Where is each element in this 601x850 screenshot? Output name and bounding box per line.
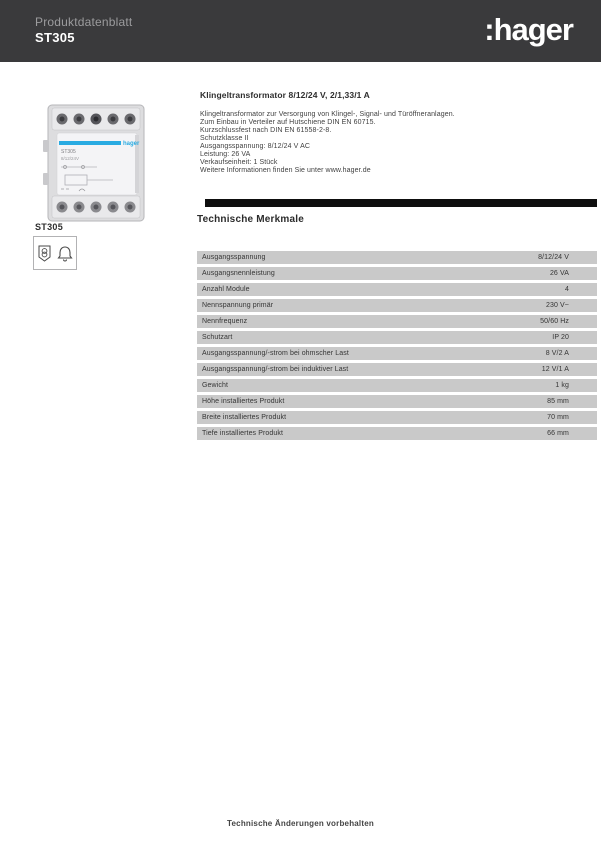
section-heading: Technische Merkmale (197, 214, 304, 225)
description-line: Verkaufseinheit: 1 Stück (200, 159, 278, 166)
spec-label: Ausgangsnennleistung (202, 270, 275, 277)
device-blue-stripe (59, 141, 121, 145)
spec-value: 230 V~ (546, 302, 569, 309)
spec-label: Breite installiertes Produkt (202, 414, 287, 421)
din-rail-device-illustration (35, 95, 160, 230)
description-line: Zum Einbau in Verteiler auf Hutschiene DIN EN 60715. (200, 119, 376, 126)
spec-label: Höhe installiertes Produkt (202, 398, 285, 405)
table-row (197, 251, 597, 264)
spec-value: 26 VA (549, 270, 569, 277)
table-row (197, 267, 597, 280)
description-line: Schutzklasse II (200, 135, 249, 142)
spec-value: 8/12/24 V (538, 254, 569, 261)
spec-label: Ausgangsspannung (202, 254, 266, 261)
safety-transformer-icon (37, 245, 52, 262)
table-row (197, 379, 597, 392)
spec-value: 50/60 Hz (540, 318, 569, 325)
header-bar (0, 0, 601, 62)
spec-label: Ausgangsspannung/-strom bei induktiver Last (202, 366, 349, 373)
spec-label: Anzahl Module (202, 286, 250, 293)
spec-value: 85 mm (547, 398, 569, 405)
description-line: Leistung: 26 VA (200, 151, 251, 158)
product-code: ST305 (35, 30, 75, 45)
table-row (197, 363, 597, 376)
device-rating-label: 8/12/24V (61, 156, 80, 161)
pictogram-box (33, 236, 77, 270)
table-row (197, 427, 597, 440)
spec-label: Gewicht (202, 382, 228, 389)
technical-data-table (197, 251, 597, 443)
product-title: Klingeltransformator 8/12/24 V, 2/1,33/1 A (200, 90, 370, 100)
bell-icon (57, 245, 73, 262)
spec-value: IP 20 (552, 334, 569, 341)
table-row (197, 347, 597, 360)
spec-label: Nennspannung primär (202, 302, 274, 309)
spec-value: 1 kg (555, 382, 569, 389)
spec-label: Schutzart (202, 334, 233, 341)
footer-note: Technische Änderungen vorbehalten (227, 819, 374, 828)
device-type-label: ST305 (61, 149, 76, 155)
table-row (197, 331, 597, 344)
table-row (197, 395, 597, 408)
section-divider-bar (205, 199, 597, 207)
spec-value: 70 mm (547, 414, 569, 421)
spec-value: 4 (565, 286, 569, 293)
description-line: Kurzschlussfest nach DIN EN 61558-2-8. (200, 127, 332, 134)
table-row (197, 315, 597, 328)
device-brand-text: hager (123, 141, 140, 147)
spec-value: 8 V/2 A (545, 350, 569, 357)
description-line: Weitere Informationen finden Sie unter www.hager.de (200, 167, 371, 174)
product-photo (35, 95, 160, 230)
spec-label: Tiefe installiertes Produkt (202, 430, 284, 437)
table-row (197, 283, 597, 296)
image-caption: ST305 (35, 222, 64, 232)
table-row (197, 299, 597, 312)
spec-label: Ausgangsspannung/-strom bei ohmscher Last (202, 350, 349, 357)
description-line: Ausgangsspannung: 8/12/24 V AC (200, 143, 311, 150)
table-row (197, 411, 597, 424)
description-line: Klingeltransformator zur Versorgung von Klingel-, Signal- und Türöffneranlagen. (200, 111, 455, 118)
description-block (200, 90, 598, 175)
spec-value: 66 mm (547, 430, 569, 437)
spec-value: 12 V/1 A (541, 366, 569, 373)
document-type-label: Produktdatenblatt (35, 15, 133, 29)
spec-label: Nennfrequenz (202, 318, 248, 325)
hager-logo: :hager (484, 12, 573, 47)
